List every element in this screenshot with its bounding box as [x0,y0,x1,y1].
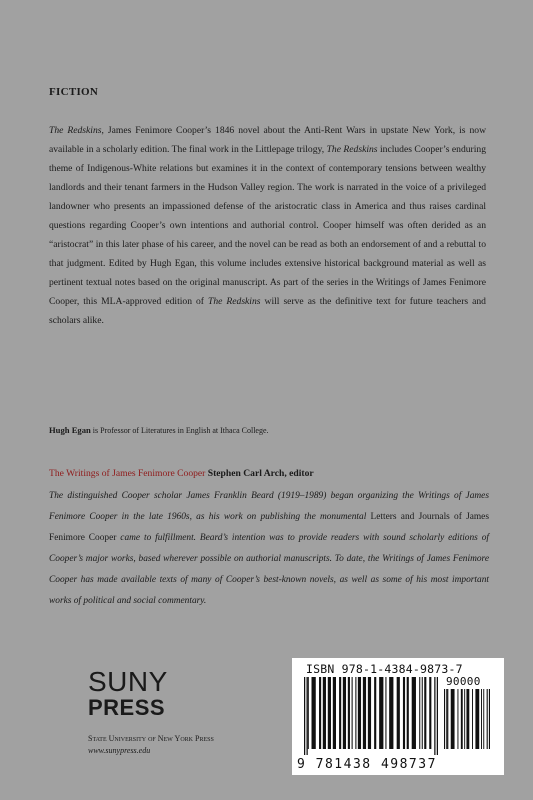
suny-press-logo: SUNY PRESS [88,666,168,720]
book-title: The Redskins [49,125,102,136]
publisher-url: www.sunypress.edu [88,746,151,755]
price-code: 90000 [446,675,481,688]
publisher-name: State University of New York Press [88,734,214,743]
editor-name: Hugh Egan [49,425,91,435]
price-barcode-bars [444,689,494,751]
barcode-number: 9 781438 498737 [297,757,437,772]
isbn-barcode [292,658,504,775]
series-heading [49,467,489,481]
publisher-imprint [88,733,288,757]
series-description: The distinguished Cooper scholar James Franklin Beard (1919–1989) began organizing the Writings of James Fenimore Cooper in the late 1960s, as his work on publishing the monumental Letters and Journals of James Fenimore Cooper came to fulfillment. Beard’s intention was to provide readers with sound scholarly editions of Cooper’s major works, based wherever possible on authorial manuscripts. To date, the Writings of James Fenimore Cooper has made available texts of many of Cooper’s best-known novels, as well as some of his most important works of political and social commentary. [49,491,490,606]
category-label: FICTION [49,86,99,98]
editor-bio: Hugh Egan is Professor of Literatures in English at Ithaca College. [49,425,269,435]
barcode-bars [304,677,442,757]
isbn-label: ISBN 978-1-4384-9873-7 [306,662,463,676]
series-title: The Writings of James Fenimore Cooper [49,468,206,479]
series-editor: Stephen Carl Arch, editor [205,468,314,479]
book-description: The Redskins, James Fenimore Cooper’s 1846 novel about the Anti-Rent Wars in upstate New York, is now available in a scholarly edition. The final work in the Littlepage trilogy, The Redskins includes Cooper’s enduring theme of Indigenous-White relations but examines it in the context of contemporary tensions between wealthy landlords and their tenant farmers in the Hudson Valley region. The work is narrated in the voice of a privileged landowner who presents an impassioned defense of the aristocratic class in America and thus raises cardinal questions regarding Cooper’s own intentions and authorial control. Cooper himself was often derided as an “aristocrat” in this later phase of his career, and the novel can be read as both an endorsement of and a rebuttal to that judgment. Edited by Hugh Egan, this volume includes extensive historical background material as well as pertinent textual notes based on the original manuscript. As part of the series in the Writings of James Fenimore Cooper, this MLA-approved edition of The Redskins will serve as the definitive text for future teachers and scholars alike. [49,125,486,326]
